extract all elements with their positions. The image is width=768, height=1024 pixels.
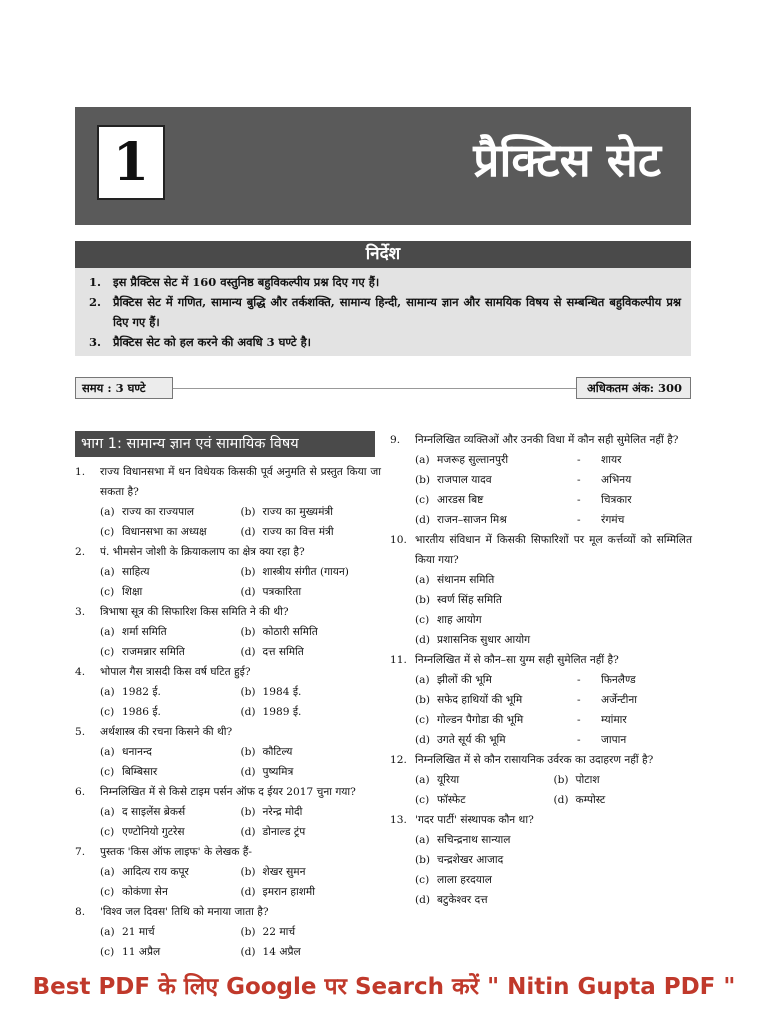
option: (b) कौटिल्य: [240, 746, 293, 758]
direction-number: 1.: [89, 275, 102, 289]
option: (d) प्रशासनिक सुधार आयोग: [415, 634, 531, 646]
option: (b) पोटाश: [553, 774, 600, 786]
question-text: भोपाल गैस त्रासदी किस वर्ष घटित हुई?: [100, 666, 251, 678]
direction-item: [89, 292, 681, 332]
option: (b) कोठारी समिति: [240, 626, 318, 638]
option: (b) 22 मार्च: [240, 926, 296, 938]
question: [75, 902, 381, 962]
match-option: (d) राजन–साजन मिश्र - रंगमंच: [415, 514, 625, 526]
option: (b) नरेन्द्र मोदी: [240, 806, 303, 818]
match-option: (a) झीलों की भूमि - फिनलैण्ड: [415, 674, 636, 686]
option: (d) डोनाल्ड ट्रंप: [240, 826, 306, 838]
option: (c) फॉस्फेट: [415, 794, 466, 806]
question-number: 3.: [75, 606, 86, 618]
match-option: (c) आरडस बिष्ट - चित्रकार: [415, 494, 632, 506]
directions-heading: निर्देश: [75, 241, 691, 268]
directions-list: [75, 268, 691, 356]
question-number: 2.: [75, 546, 86, 558]
direction-text: इस प्रैक्टिस सेट में 160 वस्तुनिष्ठ बहुविकल्पीय प्रश्न दिए गए हैं।: [113, 275, 380, 289]
option: (d) 1989 ई.: [240, 706, 302, 718]
match-option: (a) मजरूह सुल्तानपुरी - शायर: [415, 454, 622, 466]
option: (d) बटुकेश्वर दत्त: [415, 894, 488, 906]
option: (c) विधानसभा का अध्यक्ष: [100, 526, 207, 538]
direction-item: [89, 332, 681, 352]
question: [390, 430, 692, 530]
direction-text: प्रैक्टिस सेट में गणित, सामान्य बुद्धि और तर्कशक्ति, सामान्य हिन्दी, सामान्य ज्ञान और सामयिक विषय से सम्बन्धित बहुविकल्पीय प्रश्न दिए गए हैं।: [113, 295, 681, 329]
question-column-left: [75, 462, 381, 962]
chapter-title: प्रैक्टिस सेट: [473, 133, 661, 187]
option: (d) 14 अप्रैल: [240, 946, 301, 958]
question-text: त्रिभाषा सूत्र की सिफारिश किस समिति ने की थी?: [100, 606, 289, 618]
option: (d) पत्रकारिता: [240, 586, 302, 598]
option: (a) संथानम समिति: [415, 574, 495, 586]
question: [75, 462, 381, 542]
question-text: 'विश्व जल दिवस' तिथि को मनाया जाता है?: [100, 906, 269, 918]
direction-item: [89, 272, 681, 292]
option: (d) इमरान हाशमी: [240, 886, 316, 898]
option: (c) 1986 ई.: [100, 706, 161, 718]
option: (c) एण्टोनियो गुटरेस: [100, 826, 185, 838]
option: (b) शेखर सुमन: [240, 866, 306, 878]
option: (c) लाला हरदयाल: [415, 874, 492, 886]
question-number: 6.: [75, 786, 86, 798]
option: (d) राज्य का वित्त मंत्री: [240, 526, 334, 538]
question-column-right: [390, 430, 692, 910]
direction-number: 2.: [89, 295, 102, 309]
question-text: पं. भीमसेन जोशी के क्रियाकलाप का क्षेत्र क्या रहा है?: [100, 546, 305, 558]
question-number: 7.: [75, 846, 86, 858]
question-number: 11.: [390, 654, 407, 666]
option: (b) 1984 ई.: [240, 686, 302, 698]
question-text: भारतीय संविधान में किसकी सिफारिशों पर मूल कर्त्तव्यों को सम्मिलित किया गया?: [415, 534, 692, 566]
question-number: 4.: [75, 666, 86, 678]
chapter-number: 1: [97, 125, 165, 200]
question-number: 1.: [75, 466, 86, 478]
option: (a) आदित्य राय कपूर: [100, 866, 189, 878]
option: (b) शास्त्रीय संगीत (गायन): [240, 566, 349, 578]
question: [75, 722, 381, 782]
question-text: निम्नलिखित में से कौन–सा युग्म सही सुमेलित नहीं है?: [415, 654, 619, 666]
promo-footer: Best PDF के लिए Google पर Search करें " Nitin Gupta PDF ": [32, 974, 736, 1000]
question-number: 8.: [75, 906, 86, 918]
option: (a) सचिन्द्रनाथ सान्याल: [415, 834, 511, 846]
option: (c) 11 अप्रैल: [100, 946, 161, 958]
question-number: 13.: [390, 814, 407, 826]
question: [390, 750, 692, 810]
option: (c) शाह आयोग: [415, 614, 482, 626]
match-option: (b) राजपाल यादव - अभिनय: [415, 474, 632, 486]
question-text: राज्य विधानसभा में धन विधेयक किसकी पूर्व अनुमति से प्रस्तुत किया जा सकता है?: [100, 466, 381, 498]
question-number: 10.: [390, 534, 407, 546]
option: (a) धनानन्द: [100, 746, 152, 758]
question-text: पुस्तक 'किस ऑफ लाइफ' के लेखक हैं-: [100, 846, 253, 858]
question-number: 12.: [390, 754, 407, 766]
question: [75, 602, 381, 662]
option: (b) स्वर्ण सिंह समिति: [415, 594, 502, 606]
option: (a) द साइलेंस ब्रेकर्स: [100, 806, 186, 818]
question: [75, 842, 381, 902]
option: (d) पुष्यमित्र: [240, 766, 294, 778]
chapter-banner: [75, 107, 691, 225]
option: (c) शिक्षा: [100, 586, 143, 598]
option: (a) 1982 ई.: [100, 686, 161, 698]
direction-text: प्रैक्टिस सेट को हल करने की अवधि 3 घण्टे है।: [113, 335, 312, 349]
option: (b) राज्य का मुख्यमंत्री: [240, 506, 333, 518]
question-text: निम्नलिखित व्यक्तिओं और उनकी विधा में कौन सही सुमेलित नहीं है?: [415, 434, 679, 446]
question: [75, 662, 381, 722]
option: (c) कोकंणा सेन: [100, 886, 168, 898]
question: [390, 650, 692, 750]
question-number: 9.: [390, 434, 401, 446]
match-option: (d) उगते सूर्य की भूमि - जापान: [415, 734, 627, 746]
max-marks-label: अधिकतम अंक: 300: [576, 377, 691, 399]
question: [390, 810, 692, 910]
question: [75, 782, 381, 842]
question-text: 'गदर पार्टी' संस्थापक कौन था?: [415, 814, 534, 826]
question-text: अर्थशास्त्र की रचना किसने की थी?: [100, 726, 233, 738]
match-option: (b) सफेद हाथियों की भूमि - अर्जेन्टीना: [415, 694, 637, 706]
question-text: निम्नलिखित में से किसे टाइम पर्सन ऑफ द ईयर 2017 चुना गया?: [100, 786, 356, 798]
option: (c) बिम्बिसार: [100, 766, 158, 778]
section-heading: भाग 1: सामान्य ज्ञान एवं सामायिक विषय: [75, 431, 375, 457]
time-label: समय : 3 घण्टे: [75, 377, 173, 399]
question: [390, 530, 692, 650]
option: (a) 21 मार्च: [100, 926, 155, 938]
question-number: 5.: [75, 726, 86, 738]
question: [75, 542, 381, 602]
option: (a) साहित्य: [100, 566, 150, 578]
option: (c) राजमन्नार समिति: [100, 646, 185, 658]
option: (d) दत्त समिति: [240, 646, 304, 658]
option: (a) यूरिया: [415, 774, 460, 786]
option: (d) कम्पोस्ट: [553, 794, 606, 806]
question-text: निम्नलिखित में से कौन रासायनिक उर्वरक का उदाहरण नहीं है?: [415, 754, 654, 766]
direction-number: 3.: [89, 335, 102, 349]
option: (a) राज्य का राज्यपाल: [100, 506, 195, 518]
option: (a) शर्मा समिति: [100, 626, 167, 638]
option: (b) चन्द्रशेखर आजाद: [415, 854, 504, 866]
match-option: (c) गोल्डन पैगोडा की भूमि - म्यांमार: [415, 714, 627, 726]
